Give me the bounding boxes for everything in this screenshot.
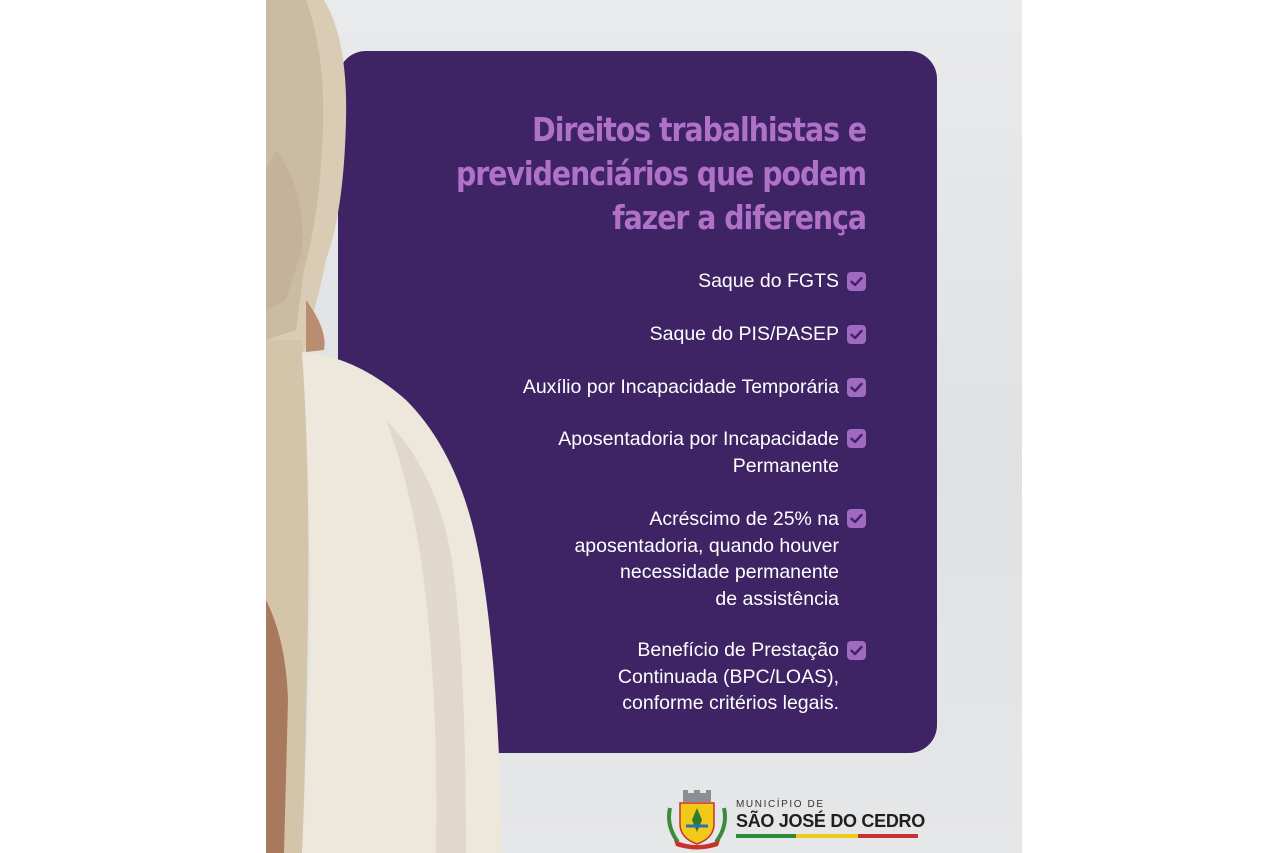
list-item bbox=[558, 426, 839, 479]
check-icon bbox=[847, 378, 866, 397]
list-item-text: Saque do FGTS bbox=[698, 270, 839, 292]
list-item-text: Aposentadoria por Incapacidade bbox=[558, 428, 839, 450]
logo-title: SÃO JOSÉ DO CEDRO bbox=[736, 811, 925, 831]
headline bbox=[419, 108, 866, 240]
list-item bbox=[618, 637, 839, 717]
poster bbox=[266, 0, 1022, 853]
flag-stripe bbox=[736, 834, 918, 838]
list-item bbox=[574, 506, 839, 612]
list-item-text: Permanente bbox=[732, 454, 839, 477]
logo-subtitle: MUNICÍPIO DE bbox=[736, 799, 825, 810]
list-item-text: Benefício de Prestação bbox=[637, 639, 839, 661]
check-icon bbox=[847, 429, 866, 448]
check-icon bbox=[847, 272, 866, 291]
check-icon bbox=[847, 641, 866, 660]
coat-of-arms-icon bbox=[664, 790, 730, 850]
list-item-text: Acréscimo de 25% na bbox=[649, 508, 839, 530]
list-item-text: de assistência bbox=[715, 587, 839, 610]
list-item-text: Auxílio por Incapacidade Temporária bbox=[522, 376, 839, 398]
list-item-text: Saque do PIS/PASEP bbox=[649, 323, 839, 345]
headline-line-1: Direitos trabalhistas e bbox=[532, 110, 866, 149]
check-icon bbox=[847, 509, 866, 528]
list-item bbox=[650, 321, 839, 348]
list-item-text: conforme critérios legais. bbox=[622, 692, 839, 714]
list-item bbox=[523, 374, 839, 401]
list-item bbox=[698, 268, 839, 295]
list-item-text: aposentadoria, quando houver bbox=[574, 534, 839, 557]
list-item-text: Continuada (BPC/LOAS), bbox=[617, 665, 839, 688]
check-icon bbox=[847, 325, 866, 344]
list-item-text: necessidade permanente bbox=[620, 561, 839, 583]
headline-line-3: fazer a diferença bbox=[612, 198, 866, 237]
headline-line-2: previdenciários que podem bbox=[455, 154, 866, 193]
municipality-logo bbox=[664, 790, 924, 850]
